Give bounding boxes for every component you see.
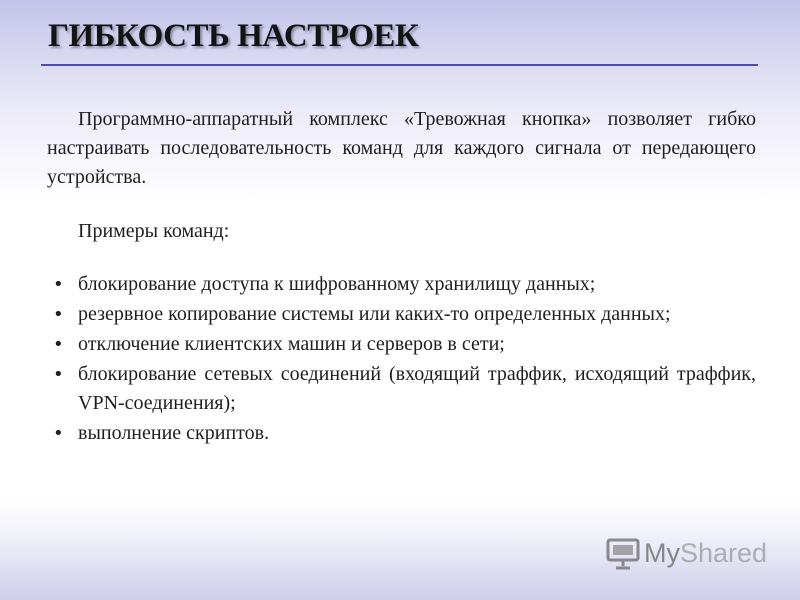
examples-heading: Примеры команд: [78,220,230,242]
list-item-text: резервное копирование системы или каких-то определенных данных; [78,303,671,325]
list-item [47,360,756,418]
list-item-text: выполнение скриптов. [78,422,270,444]
slide-body [47,105,756,449]
list-item [47,300,756,329]
list-item-text: блокирование доступа к шифрованному хранилищу данных; [78,273,596,295]
command-examples-list [47,270,756,448]
bullet-icon: • [53,334,64,355]
list-item-text: блокирование сетевых соединений (входящий траффик, исходящий траффик, VPN-соединения); [78,363,756,414]
list-item-text: отключение клиентских машин и серверов в сети; [78,333,505,355]
list-item [47,419,756,448]
bullet-icon: • [53,304,64,325]
myshared-watermark [606,536,767,570]
bullet-icon: • [53,274,64,295]
list-item [47,330,756,359]
bullet-icon: • [53,423,64,444]
presentation-board-icon [606,536,640,570]
watermark-text-first: My [644,537,680,568]
title-underline [41,64,758,66]
list-item [47,270,756,299]
bullet-icon: • [53,364,64,385]
intro-paragraph: Программно-аппаратный комплекс «Тревожная кнопка» позволяет гибко настраивать последовательность команд для каждого сигнала от передающего устройства. [47,108,756,188]
slide-title: ГИБКОСТЬ НАСТРОЕК [48,18,419,54]
watermark-text [644,538,767,569]
watermark-text-rest: Shared [680,537,768,568]
